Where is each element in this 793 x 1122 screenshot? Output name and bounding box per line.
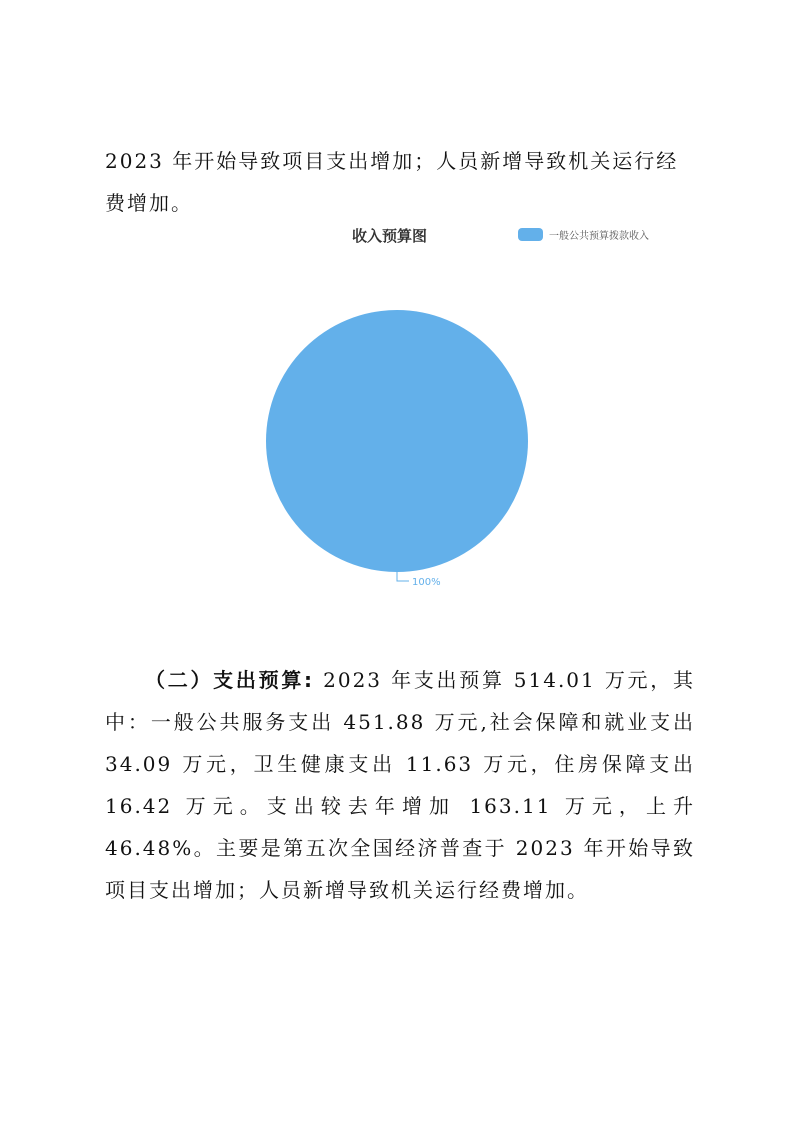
income-budget-pie-chart (240, 215, 700, 605)
section-body: 2023 年支出预算 514.01 万元，其中：一般公共服务支出 451.88 万元,社会保障和就业支出 34.09 万元，卫生健康支出 11.63 万元，住房保障支出 16.42 万元。支出较去年增加 163.11 万元，上升 46.48%。主要是第五次全国经济普查于 2023 年开始导致项目支出增加；人员新增导致机关运行经费增加。 (105, 668, 696, 902)
legend-label: 一般公共预算拨款收入 (549, 231, 649, 242)
pie-chart-svg (240, 215, 700, 605)
section-heading: （二）支出预算: (145, 668, 315, 692)
label-leader-line (397, 572, 409, 581)
chart-title: 收入预算图 (352, 227, 428, 245)
pie-labels (397, 572, 441, 588)
slice-percent-label: 100% (412, 577, 441, 588)
chart-legend (518, 227, 649, 242)
paragraph-continued: 2023 年开始导致项目支出增加；人员新增导致机关运行经费增加。 (105, 149, 679, 215)
expenditure-budget-paragraph (105, 659, 695, 911)
legend-swatch (518, 228, 543, 241)
pie-slice (266, 310, 528, 572)
pie-slices (266, 310, 528, 572)
